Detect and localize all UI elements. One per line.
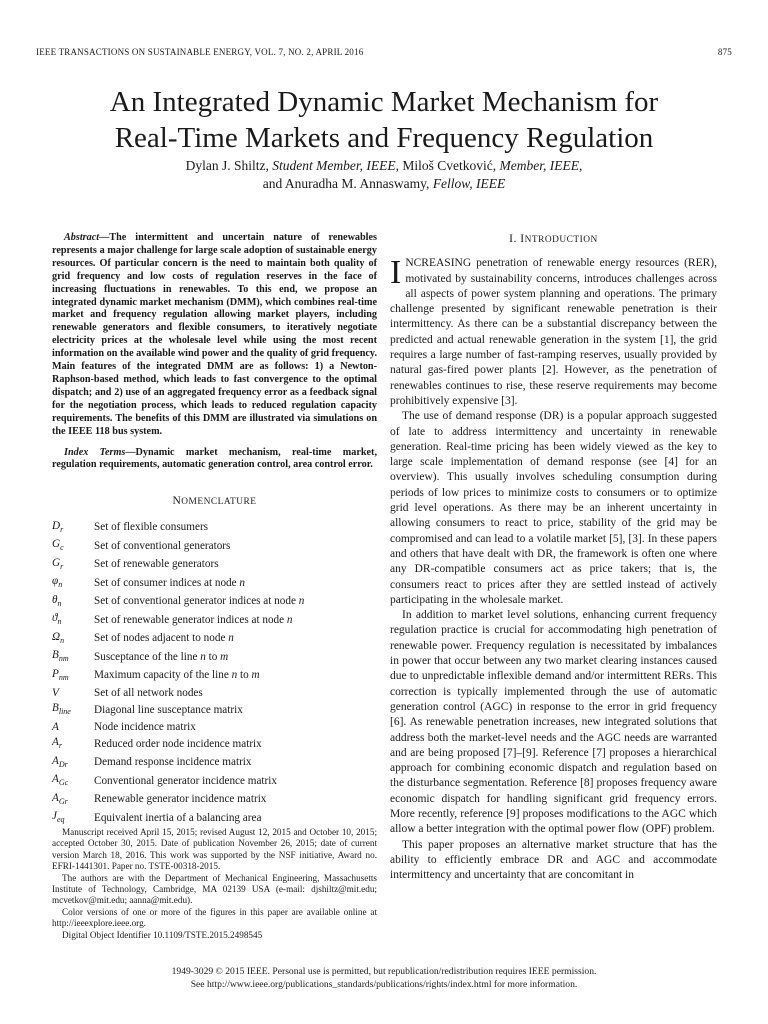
description-variable: n bbox=[298, 595, 305, 608]
nomenclature-heading-initial: N bbox=[172, 495, 182, 508]
symbol-base: B bbox=[52, 701, 59, 714]
symbol-base: A bbox=[52, 754, 59, 767]
description-variable: m bbox=[251, 669, 260, 682]
nomenclature-heading-rest: OMENCLATURE bbox=[181, 497, 257, 508]
intro-heading-initial: I bbox=[520, 233, 525, 245]
description-text: Set of conventional generator indices at node bbox=[94, 595, 299, 608]
nomenclature-row bbox=[52, 537, 377, 556]
journal-citation: IEEE TRANSACTIONS ON SUSTAINABLE ENERGY, VOL. 7, NO. 2, APRIL 2016 bbox=[36, 47, 364, 57]
nomenclature-symbol bbox=[52, 754, 94, 773]
author-2-role: Member, IEEE bbox=[499, 158, 579, 173]
nomenclature-description bbox=[94, 593, 377, 612]
intro-paragraph-1 bbox=[390, 256, 717, 409]
footnote-manuscript: Manuscript received April 15, 2015; revised August 12, 2015 and October 10, 2015; accepted October 30, 2015. Date of publication November 26, 2015; date of current version March 18, 2016. This work was supported by the NSF initiative, Award no. EFRI-1441301. Paper no. TSTE-00318-2015. bbox=[52, 827, 377, 872]
nomenclature-symbol bbox=[52, 611, 94, 630]
nomenclature-row bbox=[52, 556, 377, 575]
symbol-subscript: c bbox=[60, 543, 64, 553]
intro-heading-rest: NTRODUCTION bbox=[524, 235, 598, 245]
symbol-subscript: n bbox=[60, 636, 65, 646]
symbol-subscript: n bbox=[57, 617, 62, 627]
author-1-role: Student Member, IEEE bbox=[272, 158, 396, 173]
nomenclature-symbol bbox=[52, 667, 94, 686]
rights-url-line: See http://www.ieee.org/publications_standards/publications/rights/index.html for more information. bbox=[190, 979, 578, 990]
description-text: Reduced order node incidence matrix bbox=[94, 737, 262, 750]
nomenclature-symbol bbox=[52, 701, 94, 720]
symbol-subscript: r bbox=[58, 741, 62, 751]
symbol-subscript: Gr bbox=[58, 796, 68, 806]
symbol-base: θ bbox=[52, 593, 58, 606]
paper-title bbox=[36, 84, 732, 156]
nomenclature-heading bbox=[52, 494, 377, 510]
nomenclature-description bbox=[94, 556, 377, 575]
symbol-subscript: line bbox=[58, 707, 71, 717]
copyright-line: 1949-3029 © 2015 IEEE. Personal use is permitted, but republication/redistribution requires IEEE permission. bbox=[171, 966, 597, 977]
nomenclature-row bbox=[52, 685, 377, 701]
nomenclature-symbol bbox=[52, 685, 94, 701]
nomenclature-symbol bbox=[52, 556, 94, 575]
symbol-subscript: n bbox=[58, 580, 63, 590]
intro-paragraph-1-text: NCREASING penetration of renewable energy resources (RER), motivated by sustainability concerns, introduces challenges across all aspects of power system planning and operations. The primary challenge presented by significant renewable penetration is their intermittency. As there can be a substantial discrepancy between the predicted and actual renewable generation in the system [1], the grid requires a large number of fast-ramping reserves, usually provided by natural gas-fired power plants [2]. However, as the penetration of renewables continues to rise, these reserve requirements may become prohibitively expensive [3]. bbox=[390, 257, 717, 407]
description-variable: n bbox=[200, 650, 206, 663]
author-3-name: and Anuradha M. Annaswamy, bbox=[262, 176, 433, 191]
nomenclature-row bbox=[52, 735, 377, 754]
symbol-base: J bbox=[52, 810, 57, 823]
author-separator: , bbox=[578, 158, 583, 173]
author-2-name: , Miloš Cvetković, bbox=[395, 158, 500, 173]
symbol-base: A bbox=[52, 791, 59, 804]
description-text: Renewable generator incidence matrix bbox=[94, 793, 267, 806]
description-variable: n bbox=[286, 613, 293, 626]
nomenclature-description bbox=[94, 667, 377, 686]
symbol-subscript: Gc bbox=[58, 778, 69, 788]
symbol-base: V bbox=[52, 686, 59, 699]
symbol-base: ϑ bbox=[52, 612, 58, 625]
nomenclature-description bbox=[94, 791, 377, 810]
description-text: Set of conventional generators bbox=[94, 539, 231, 552]
abstract-text: —The intermittent and uncertain nature of renewables represents a major challenge for large scale adoption of sustainable energy resources. Of particular concern is the need to maintain both quality of grid frequency and low costs of regulation reserves in the face of increasing fluctuations in renewables. To this end, we propose an integrated dynamic market mechanism (DMM), which combines real-time market and frequency regulation allowing market players, including renewable generators and flexible consumers, to iteratively negotiate electricity prices at the wholesale level while using the most recent information on the available wind power and the quality of grid frequency. Main features of the integrated DMM are as follows: 1) a Newton-Raphson-based method, which leads to fast convergence to the optimal dispatch; and 2) use of an aggregated frequency error as a feedback signal for the negotiation process, which leads to reduced regulation capacity requirements. The benefits of this DMM are illustrated via simulations on the IEEE 118 bus system. bbox=[52, 232, 377, 437]
nomenclature-row bbox=[52, 701, 377, 720]
description-text: Maximum capacity of the line bbox=[94, 669, 232, 682]
description-variable: n bbox=[228, 632, 234, 645]
symbol-subscript: nm bbox=[58, 654, 69, 664]
nomenclature-row bbox=[52, 593, 377, 612]
index-terms-text: —Dynamic market mechanism, real-time market, regulation requirements, automatic generation control, area control error. bbox=[52, 446, 377, 471]
author-list bbox=[36, 157, 732, 193]
nomenclature-symbol bbox=[52, 791, 94, 810]
description-text: Equivalent inertia of a balancing area bbox=[94, 811, 262, 824]
description-variable: m bbox=[220, 650, 229, 663]
description-text: Set of renewable generators bbox=[94, 558, 219, 571]
index-terms bbox=[52, 447, 377, 473]
abstract-label: Abstract bbox=[64, 232, 100, 243]
symbol-base: G bbox=[52, 556, 61, 569]
intro-paragraph-4: This paper proposes an alternative market structure that has the ability to efficiently embrace DR and AGC and accommodate intermittency and uncertainty that are concomitant in bbox=[390, 838, 717, 882]
symbol-subscript: nm bbox=[58, 673, 69, 683]
intro-heading-number: I. bbox=[509, 233, 521, 245]
symbol-base: B bbox=[52, 649, 59, 662]
nomenclature-row bbox=[52, 574, 377, 593]
nomenclature-symbol bbox=[52, 537, 94, 556]
nomenclature-description bbox=[94, 630, 377, 649]
nomenclature-row bbox=[52, 519, 377, 538]
page-number: 875 bbox=[717, 47, 732, 57]
nomenclature-description bbox=[94, 648, 377, 667]
description-connector: to bbox=[237, 669, 252, 682]
nomenclature-row bbox=[52, 630, 377, 649]
description-variable: n bbox=[231, 669, 238, 682]
nomenclature-symbol bbox=[52, 735, 94, 754]
description-text: Set of consumer indices at node bbox=[94, 576, 240, 589]
index-terms-label: Index Terms bbox=[64, 446, 126, 458]
nomenclature-symbol bbox=[52, 809, 94, 828]
nomenclature-description bbox=[94, 772, 377, 791]
nomenclature-description bbox=[94, 720, 377, 736]
nomenclature-description bbox=[94, 809, 377, 828]
footnote-doi: Digital Object Identifier 10.1109/TSTE.2015.2498545 bbox=[62, 929, 263, 940]
nomenclature-table bbox=[52, 519, 377, 828]
description-text: Demand response incidence matrix bbox=[94, 756, 252, 769]
title-line-1: An Integrated Dynamic Market Mechanism for bbox=[109, 86, 659, 118]
nomenclature-row bbox=[52, 648, 377, 667]
right-column bbox=[390, 232, 717, 883]
nomenclature-symbol bbox=[52, 772, 94, 791]
nomenclature-description bbox=[94, 685, 377, 701]
nomenclature-description bbox=[94, 537, 377, 556]
nomenclature-description bbox=[94, 574, 377, 593]
description-text: Set of nodes adjacent to node bbox=[94, 632, 229, 645]
nomenclature-symbol bbox=[52, 630, 94, 649]
nomenclature-row bbox=[52, 611, 377, 630]
description-variable: n bbox=[239, 576, 245, 589]
drop-cap: I bbox=[390, 254, 402, 292]
copyright-footer bbox=[36, 965, 732, 991]
symbol-subscript: r bbox=[60, 561, 64, 571]
nomenclature-symbol bbox=[52, 519, 94, 538]
symbol-base: G bbox=[52, 538, 61, 551]
description-text: Node incidence matrix bbox=[94, 720, 196, 733]
description-text: Susceptance of the line bbox=[94, 650, 201, 663]
symbol-base: A bbox=[52, 736, 59, 749]
nomenclature-symbol bbox=[52, 720, 94, 736]
author-3-role: Fellow, IEEE bbox=[432, 176, 506, 191]
description-text: Set of flexible consumers bbox=[94, 521, 209, 534]
nomenclature-row bbox=[52, 720, 377, 736]
description-text: Diagonal line susceptance matrix bbox=[94, 703, 243, 716]
left-column bbox=[52, 232, 377, 828]
nomenclature-description bbox=[94, 735, 377, 754]
intro-paragraph-3: In addition to market level solutions, enhancing current frequency regulation practice is crucial for accommodating high penetration of renewable power. Frequency regulation is necessitated by imbalances in power that occur between any two market clearing instances caused due to unpredictable inflexible demand and/or intermittent RERs. This correction is typically implemented through the use of automatic generation control (AGC) in response to the error in grid frequency [6]. As renewable penetration increases, new integrated solutions that address both the market-level needs and the AGC needs are warranted and are being proposed [7]–[9]. Reference [7] proposes a hierarchical approach for combining economic dispatch and regulation based on the disturbance segmentation. Reference [8] proposes frequency aware economic dispatch for handling significant grid frequency errors. More recently, reference [9] proposes modifications to the AGC which allow a better integration with the optimal power flow (OPF) problem. bbox=[390, 609, 717, 836]
symbol-subscript: Dr bbox=[58, 759, 68, 769]
nomenclature-description bbox=[94, 701, 377, 720]
nomenclature-row bbox=[52, 754, 377, 773]
intro-paragraph-2: The use of demand response (DR) is a popular approach suggested of late to address intermittency and uncertainty in renewable generation. Real-time pricing has been widely viewed as the key to large scale implementation of demand response (see [4] for an overview). This usually involves scheduling consumption during periods of low prices to minimize costs to consumers or to optimize grid level operations. As there may be an inherent uncertainty in allowing consumers to react to price, stability of the grid may be compromised and can lead to a volatile market [5], [3]. In these papers and others that have dealt with DR, the framework is often one where any DR-compatible consumers act as price takers; that is, the consumers react to prices after they are settled instead of actively participating in the wholesale market. bbox=[390, 410, 717, 606]
running-header bbox=[36, 47, 732, 57]
nomenclature-description bbox=[94, 611, 377, 630]
nomenclature-symbol bbox=[52, 593, 94, 612]
footnotes bbox=[52, 827, 377, 941]
symbol-subscript: n bbox=[57, 598, 62, 608]
author-1-name: Dylan J. Shiltz, bbox=[185, 158, 273, 173]
footnote-color: Color versions of one or more of the figures in this paper are available online at http://ieeexplore.ieee.org. bbox=[52, 906, 377, 929]
symbol-base: A bbox=[52, 773, 59, 786]
nomenclature-symbol bbox=[52, 648, 94, 667]
title-line-2: Real-Time Markets and Frequency Regulation bbox=[114, 122, 654, 154]
nomenclature-row bbox=[52, 791, 377, 810]
introduction-heading bbox=[390, 232, 717, 248]
symbol-base: Ω bbox=[52, 630, 61, 643]
footnote-affiliation: The authors are with the Department of Mechanical Engineering, Massachusetts Institute of Technology, Cambridge, MA 02139 USA (e-mail: djshiltz@mit.edu; mcvetkov@mit.edu; aanna@mit.edu). bbox=[52, 872, 377, 906]
nomenclature-description bbox=[94, 519, 377, 538]
nomenclature-row bbox=[52, 809, 377, 828]
abstract bbox=[52, 232, 377, 439]
symbol-base: A bbox=[52, 720, 59, 733]
nomenclature-row bbox=[52, 667, 377, 686]
nomenclature-symbol bbox=[52, 574, 94, 593]
symbol-base: D bbox=[52, 519, 61, 532]
nomenclature-description bbox=[94, 754, 377, 773]
description-connector: to bbox=[205, 650, 221, 663]
description-text: Conventional generator incidence matrix bbox=[94, 774, 277, 787]
description-text: Set of all network nodes bbox=[94, 686, 203, 699]
symbol-base: φ bbox=[52, 575, 59, 588]
symbol-base: P bbox=[52, 667, 59, 680]
description-text: Set of renewable generator indices at node bbox=[94, 613, 287, 626]
symbol-subscript: eq bbox=[56, 815, 65, 825]
symbol-subscript: r bbox=[60, 524, 64, 534]
nomenclature-row bbox=[52, 772, 377, 791]
